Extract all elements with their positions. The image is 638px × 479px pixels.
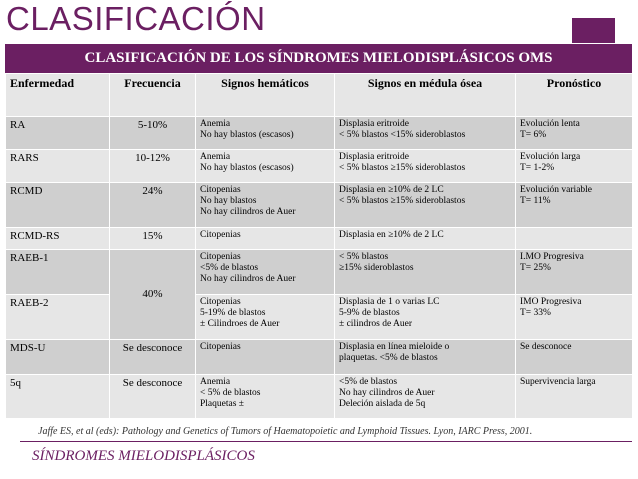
marrow-line: Displasia en ≥10% de 2 LC [339,230,444,240]
cell-prognosis [516,295,633,340]
cell-marrow [335,250,516,295]
prognosis-line: I.MO Progresiva [520,252,584,262]
cell-blood [196,117,335,150]
cell-disease: RARS [6,150,110,183]
cell-prognosis [516,375,633,419]
prognosis-line: Supervivencia larga [520,377,596,387]
cell-blood [196,150,335,183]
cell-blood [196,340,335,375]
prognosis-line: T= 6% [520,130,547,140]
cell-marrow [335,340,516,375]
cell-frequency: Se desconoce [110,340,196,375]
marrow-line: < 5% blastos ≥15% sideroblastos [339,196,466,206]
cell-marrow [335,228,516,250]
marrow-line: plaquetas. <5% de blastos [339,353,438,363]
cell-blood [196,295,335,340]
marrow-line: Displasia eritroide [339,119,409,129]
prognosis-line: T= 33% [520,308,551,318]
cell-marrow [335,375,516,419]
blood-line: Anemia [200,377,231,387]
cell-disease: RAEB-2 [6,295,110,340]
classification-table [5,73,633,419]
prognosis-line: T= 1-2% [520,163,555,173]
cell-marrow [335,183,516,228]
blood-line: No hay cilindros de Auer [200,274,296,284]
blood-line: No hay blastos (escasos) [200,163,294,173]
column-header-frequency: Frecuencia [110,74,196,117]
cell-prognosis [516,183,633,228]
marrow-line: 5-9% de blastos [339,308,400,318]
cell-frequency: 15% [110,228,196,250]
blood-line: Citopenias [200,252,241,262]
blood-line: ± Cilindroes de Auer [200,319,280,329]
cell-prognosis [516,150,633,183]
cell-frequency: 24% [110,183,196,228]
blood-line: No hay cilindros de Auer [200,207,296,217]
marrow-line: No hay cilindros de Auer [339,388,435,398]
marrow-line: <5% de blastos [339,377,398,387]
table-row [6,375,633,419]
cell-marrow [335,150,516,183]
marrow-line: < 5% blastos <15% sideroblastos [339,130,466,140]
table-row [6,295,633,340]
cell-blood [196,183,335,228]
cell-disease: RA [6,117,110,150]
reference-footnote: Jaffe ES, et al (eds): Pathology and Genetics of Tumors of Haematopoietic and Lymphoid Tissues. Lyon, IARC Press, 2001. [38,426,533,437]
cell-disease: 5q [6,375,110,419]
table-header-row [6,74,633,117]
cell-prognosis [516,228,633,250]
prognosis-line: Evolución variable [520,185,593,195]
cell-frequency: Se desconoce [110,375,196,419]
table-row [6,117,633,150]
table-row [6,250,633,295]
blood-line: No hay blastos [200,196,257,206]
cell-blood [196,250,335,295]
blood-line: Citopenias [200,297,241,307]
cell-prognosis [516,250,633,295]
blood-line: Citopenias [200,185,241,195]
column-header-blood-signs: Signos hemáticos [196,74,335,117]
prognosis-line: IMO Progresiva [520,297,582,307]
cell-disease: RCMD-RS [6,228,110,250]
table-row [6,183,633,228]
blood-line: No hay blastos (escasos) [200,130,294,140]
table-row [6,228,633,250]
prognosis-line: T= 25% [520,263,551,273]
cell-frequency: 10-12% [110,150,196,183]
cell-marrow [335,295,516,340]
marrow-line: Displasia de 1 o varias LC [339,297,440,307]
marrow-line: < 5% blastos [339,252,389,262]
prognosis-line: Evolución larga [520,152,581,162]
marrow-line: < 5% blastos ≥15% sideroblastos [339,163,466,173]
marrow-line: ≥15% sideroblastos [339,263,414,273]
table-row [6,150,633,183]
blood-line: Plaquetas ± [200,399,244,409]
prognosis-line: T= 11% [520,196,551,206]
cell-blood [196,228,335,250]
cell-disease: MDS-U [6,340,110,375]
cell-prognosis [516,117,633,150]
footer-divider [20,441,632,442]
marrow-line: Displasia en ≥10% de 2 LC [339,185,444,195]
prognosis-line: Evolución lenta [520,119,580,129]
page-title: CLASIFICACIÓN [6,0,266,37]
decorative-corner-box [572,18,615,43]
blood-line: Anemia [200,119,231,129]
marrow-line: Displasia eritroide [339,152,409,162]
column-header-marrow-signs: Signos en médula ósea [335,74,516,117]
marrow-line: Deleción aislada de 5q [339,399,426,409]
prognosis-line: Se desconoce [520,342,572,352]
column-header-disease: Enfermedad [6,74,110,117]
blood-line: Anemia [200,152,231,162]
blood-line: Citopenias [200,230,241,240]
marrow-line: ± cilindros de Auer [339,319,413,329]
table-body [6,117,633,419]
cell-frequency: 5-10% [110,117,196,150]
table-row [6,340,633,375]
cell-disease: RAEB-1 [6,250,110,295]
column-header-prognosis: Pronóstico [516,74,633,117]
footer-label: SÍNDROMES MIELODISPLÁSICOS [32,448,255,464]
marrow-line: Displasia en línea mieloide o [339,342,450,352]
blood-line: 5-19% de blastos [200,308,266,318]
cell-prognosis [516,340,633,375]
blood-line: <5% de blastos [200,263,259,273]
cell-marrow [335,117,516,150]
cell-disease: RCMD [6,183,110,228]
table-banner: CLASIFICACIÓN DE LOS SÍNDROMES MIELODISPLÁSICOS OMS [5,44,632,73]
cell-frequency: 40% [110,250,196,340]
blood-line: < 5% de blastos [200,388,261,398]
blood-line: Citopenias [200,342,241,352]
cell-blood [196,375,335,419]
